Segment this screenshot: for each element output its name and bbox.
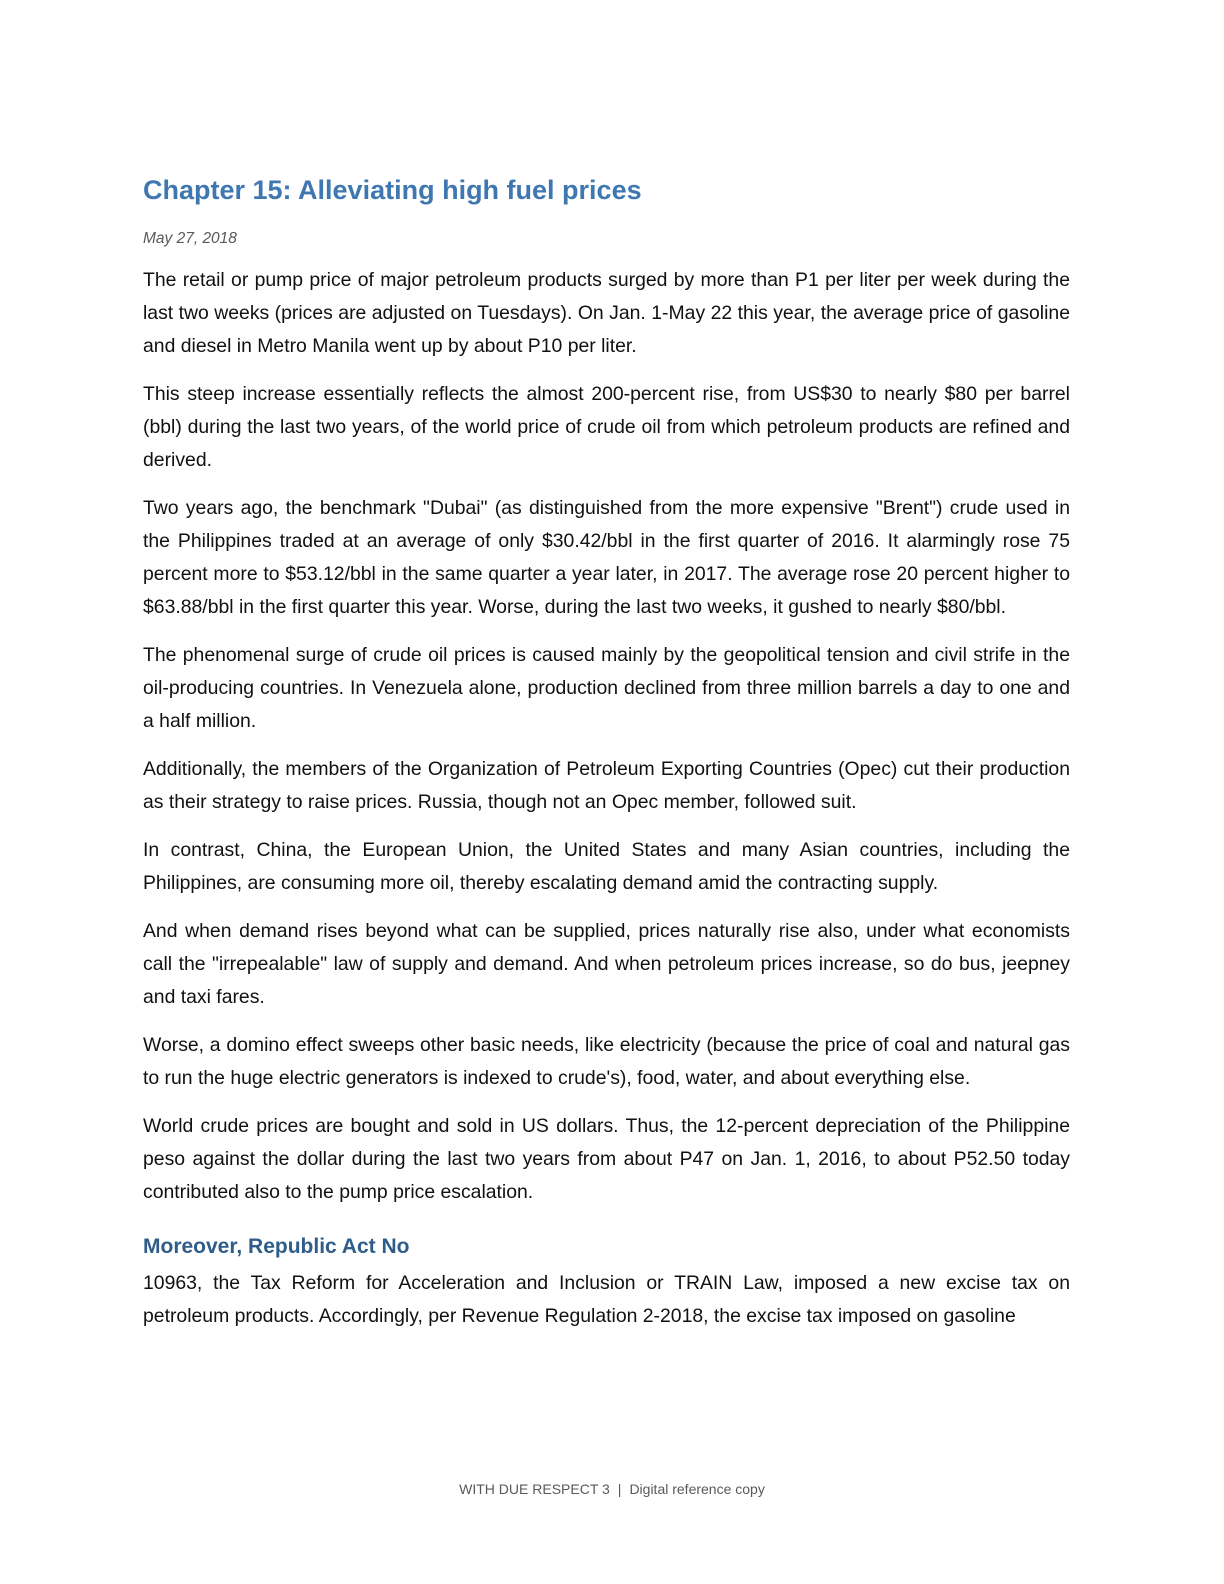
- paragraph: In contrast, China, the European Union, the United States and many Asian countries, including the Philippines, are consuming more oil, thereby escalating demand amid the contracting supply.: [143, 839, 1070, 894]
- paragraph: World crude prices are bought and sold in US dollars. Thus, the 12-percent depreciation of the Philippine peso against the dollar during the last two years from about P47 on Jan. 1, 2016, to about P52.50 today contributed also to the pump price escalation.: [143, 1115, 1070, 1203]
- footer-separator: |: [617, 1481, 622, 1497]
- paragraph: This steep increase essentially reflects the almost 200-percent rise, from US$30 to nearly $80 per barrel (bbl) during the last two years, of the world price of crude oil from which petroleum products are refined and derived.: [143, 383, 1070, 471]
- paragraph: 10963, the Tax Reform for Acceleration and Inclusion or TRAIN Law, imposed a new excise tax on petroleum products. Accordingly, per Revenue Regulation 2-2018, the excise tax imposed on gasoline: [143, 1272, 1070, 1327]
- article-body: [143, 172, 1070, 1348]
- paragraph: Two years ago, the benchmark "Dubai" (as distinguished from the more expensive "Brent") crude used in the Philippines traded at an average of only $30.42/bbl in the first quarter of 2016. It alarmingly rose 75 percent more to $53.12/bbl in the same quarter a year later, in 2017. The average rose 20 percent higher to $63.88/bbl in the first quarter this year. Worse, during the last two weeks, it gushed to nearly $80/bbl.: [143, 497, 1070, 618]
- section-heading: Moreover, Republic Act No: [143, 1235, 410, 1258]
- article-date: May 27, 2018: [143, 230, 237, 247]
- footer-note: Digital reference copy: [629, 1481, 765, 1497]
- paragraph: Additionally, the members of the Organization of Petroleum Exporting Countries (Opec) cut their production as their strategy to raise prices. Russia, though not an Opec member, followed suit.: [143, 758, 1070, 813]
- paragraph: The retail or pump price of major petroleum products surged by more than P1 per liter per week during the last two weeks (prices are adjusted on Tuesdays). On Jan. 1-May 22 this year, the average price of gasoline and diesel in Metro Manila went up by about P10 per liter.: [143, 269, 1070, 357]
- page-footer: [0, 1479, 1224, 1499]
- chapter-title: Chapter 15: Alleviating high fuel prices: [143, 175, 642, 205]
- paragraph: Worse, a domino effect sweeps other basic needs, like electricity (because the price of coal and natural gas to run the huge electric generators is indexed to crude's), food, water, and about everything else.: [143, 1034, 1070, 1089]
- footer-page-label: WITH DUE RESPECT 3: [459, 1481, 610, 1497]
- paragraph: And when demand rises beyond what can be supplied, prices naturally rise also, under what economists call the "irrepealable" law of supply and demand. And when petroleum prices increase, so do bus, jeepney and taxi fares.: [143, 920, 1070, 1008]
- paragraph: The phenomenal surge of crude oil prices is caused mainly by the geopolitical tension and civil strife in the oil-producing countries. In Venezuela alone, production declined from three million barrels a day to one and a half million.: [143, 644, 1070, 732]
